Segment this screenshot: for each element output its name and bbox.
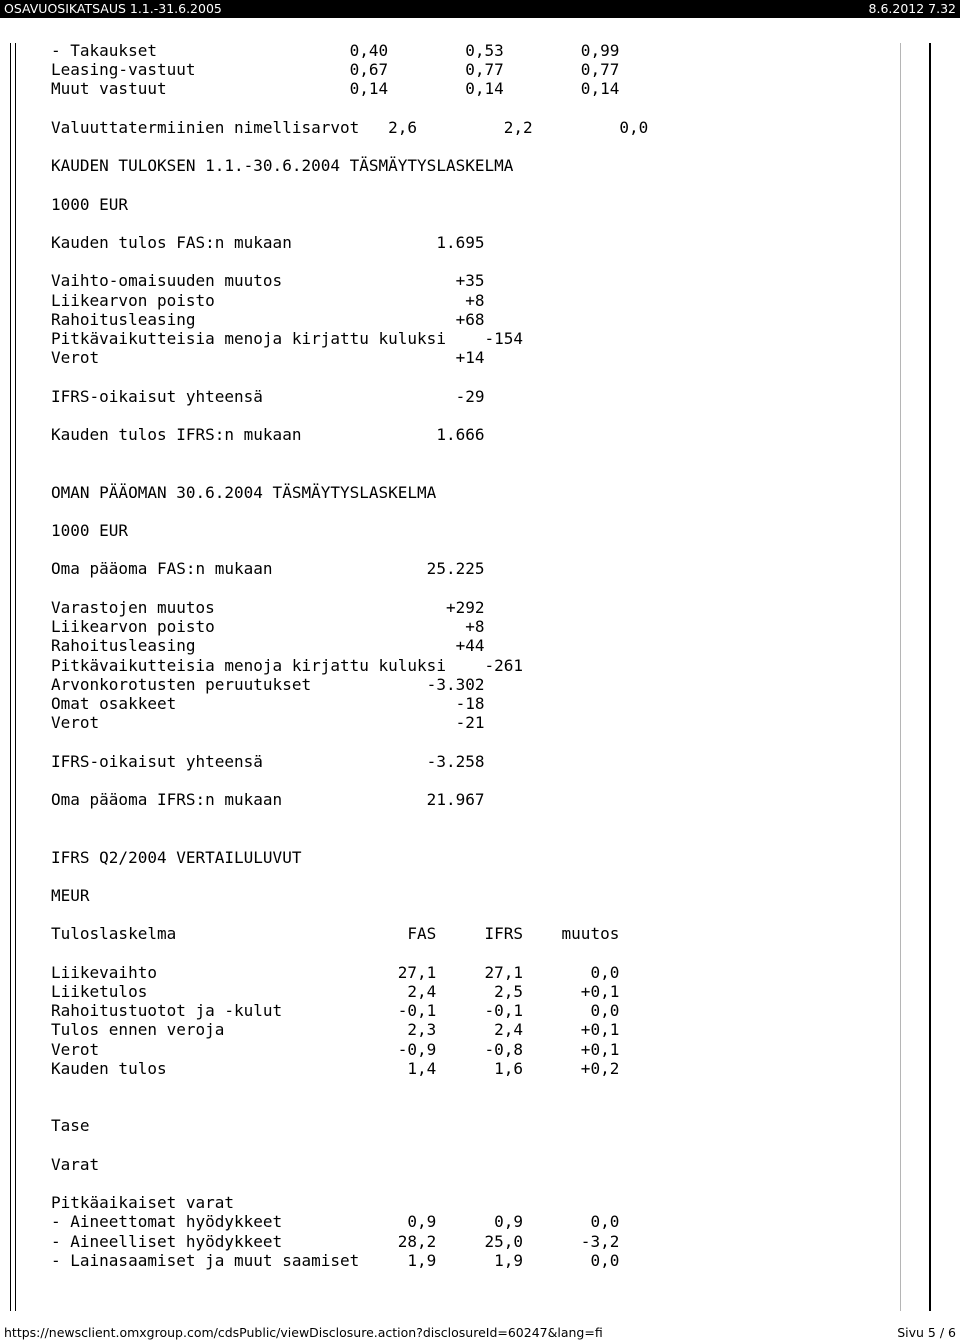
disclosure-body-text [51, 41, 648, 1270]
text-line: Varat [51, 1154, 100, 1174]
text-line: - Aineelliset hyödykkeet 28,2 25,0 -3,2 [51, 1231, 620, 1251]
text-line: Muut vastuut 0,14 0,14 0,14 [51, 79, 620, 99]
text-line: Liikevaihto 27,1 27,1 0,0 [51, 962, 620, 982]
text-line: IFRS-oikaisut yhteensä -3.258 [51, 751, 485, 771]
text-line: Rahoitustuotot ja -kulut -0,1 -0,1 0,0 [51, 1001, 620, 1021]
text-line: Liikearvon poisto +8 [51, 617, 485, 637]
document-title: OSAVUOSIKATSAUS 1.1.-31.6.2005 [4, 1, 222, 16]
text-line: Kauden tulos FAS:n mukaan 1.695 [51, 233, 485, 253]
text-line: Liikearvon poisto +8 [51, 290, 485, 310]
page-number: Sivu 5 / 6 [897, 1325, 956, 1340]
text-line: IFRS Q2/2004 VERTAILULUVUT [51, 847, 302, 867]
text-line: OMAN PÄÄOMAN 30.6.2004 TÄSMÄYTYSLASKELMA [51, 482, 437, 502]
text-line: Tuloslaskelma FAS IFRS muutos [51, 924, 620, 944]
print-header [0, 0, 960, 18]
text-line: Valuuttatermiinien nimellisarvot 2,6 2,2 0,0 [51, 117, 649, 137]
text-line: Pitkäaikaiset varat [51, 1193, 235, 1213]
text-line: - Takaukset 0,40 0,53 0,99 [51, 41, 620, 60]
text-line: 1000 EUR [51, 194, 129, 214]
text-line: Kauden tulos 1,4 1,6 +0,2 [51, 1058, 620, 1078]
text-line: Pitkävaikutteisia menoja kirjattu kuluksi -261 [51, 655, 524, 675]
text-line: - Lainasaamiset ja muut saamiset 1,9 1,9 0,0 [51, 1250, 620, 1270]
text-line: Leasing-vastuut 0,67 0,77 0,77 [51, 60, 620, 80]
text-line: Kauden tulos IFRS:n mukaan 1.666 [51, 425, 485, 445]
text-line: Tulos ennen veroja 2,3 2,4 +0,1 [51, 1020, 620, 1040]
text-line: Tase [51, 1116, 90, 1136]
text-line: KAUDEN TULOKSEN 1.1.-30.6.2004 TÄSMÄYTYSLASKELMA [51, 156, 514, 176]
source-url[interactable]: https://newsclient.omxgroup.com/cdsPublic/viewDisclosure.action?disclosureId=60247&lang=fi [4, 1325, 603, 1340]
text-line: Pitkävaikutteisia menoja kirjattu kuluksi -154 [51, 329, 524, 349]
text-line: Rahoitusleasing +68 [51, 309, 485, 329]
text-line: 1000 EUR [51, 521, 129, 541]
text-line: Verot -21 [51, 713, 485, 733]
frame-border-right-inner [900, 43, 901, 1311]
text-line: Verot +14 [51, 348, 485, 368]
text-line: MEUR [51, 885, 90, 905]
text-line: Verot -0,9 -0,8 +0,1 [51, 1039, 620, 1059]
frame-border-right-outer [929, 43, 931, 1311]
text-line: Oma pääoma IFRS:n mukaan 21.967 [51, 789, 485, 809]
text-line: - Aineettomat hyödykkeet 0,9 0,9 0,0 [51, 1212, 620, 1232]
text-line: Rahoitusleasing +44 [51, 636, 485, 656]
text-line: IFRS-oikaisut yhteensä -29 [51, 386, 485, 406]
text-line: Vaihto-omaisuuden muutos +35 [51, 271, 485, 291]
text-line: Arvonkorotusten peruutukset -3.302 [51, 674, 485, 694]
print-datetime: 8.6.2012 7.32 [868, 1, 956, 16]
text-line: Varastojen muutos +292 [51, 597, 485, 617]
text-line: Omat osakkeet -18 [51, 693, 485, 713]
frame-border-left-inner [15, 43, 16, 1311]
print-footer [0, 1324, 960, 1342]
text-line: Liiketulos 2,4 2,5 +0,1 [51, 981, 620, 1001]
text-line: Oma pääoma FAS:n mukaan 25.225 [51, 559, 485, 579]
frame-border-left-outer [10, 43, 11, 1311]
